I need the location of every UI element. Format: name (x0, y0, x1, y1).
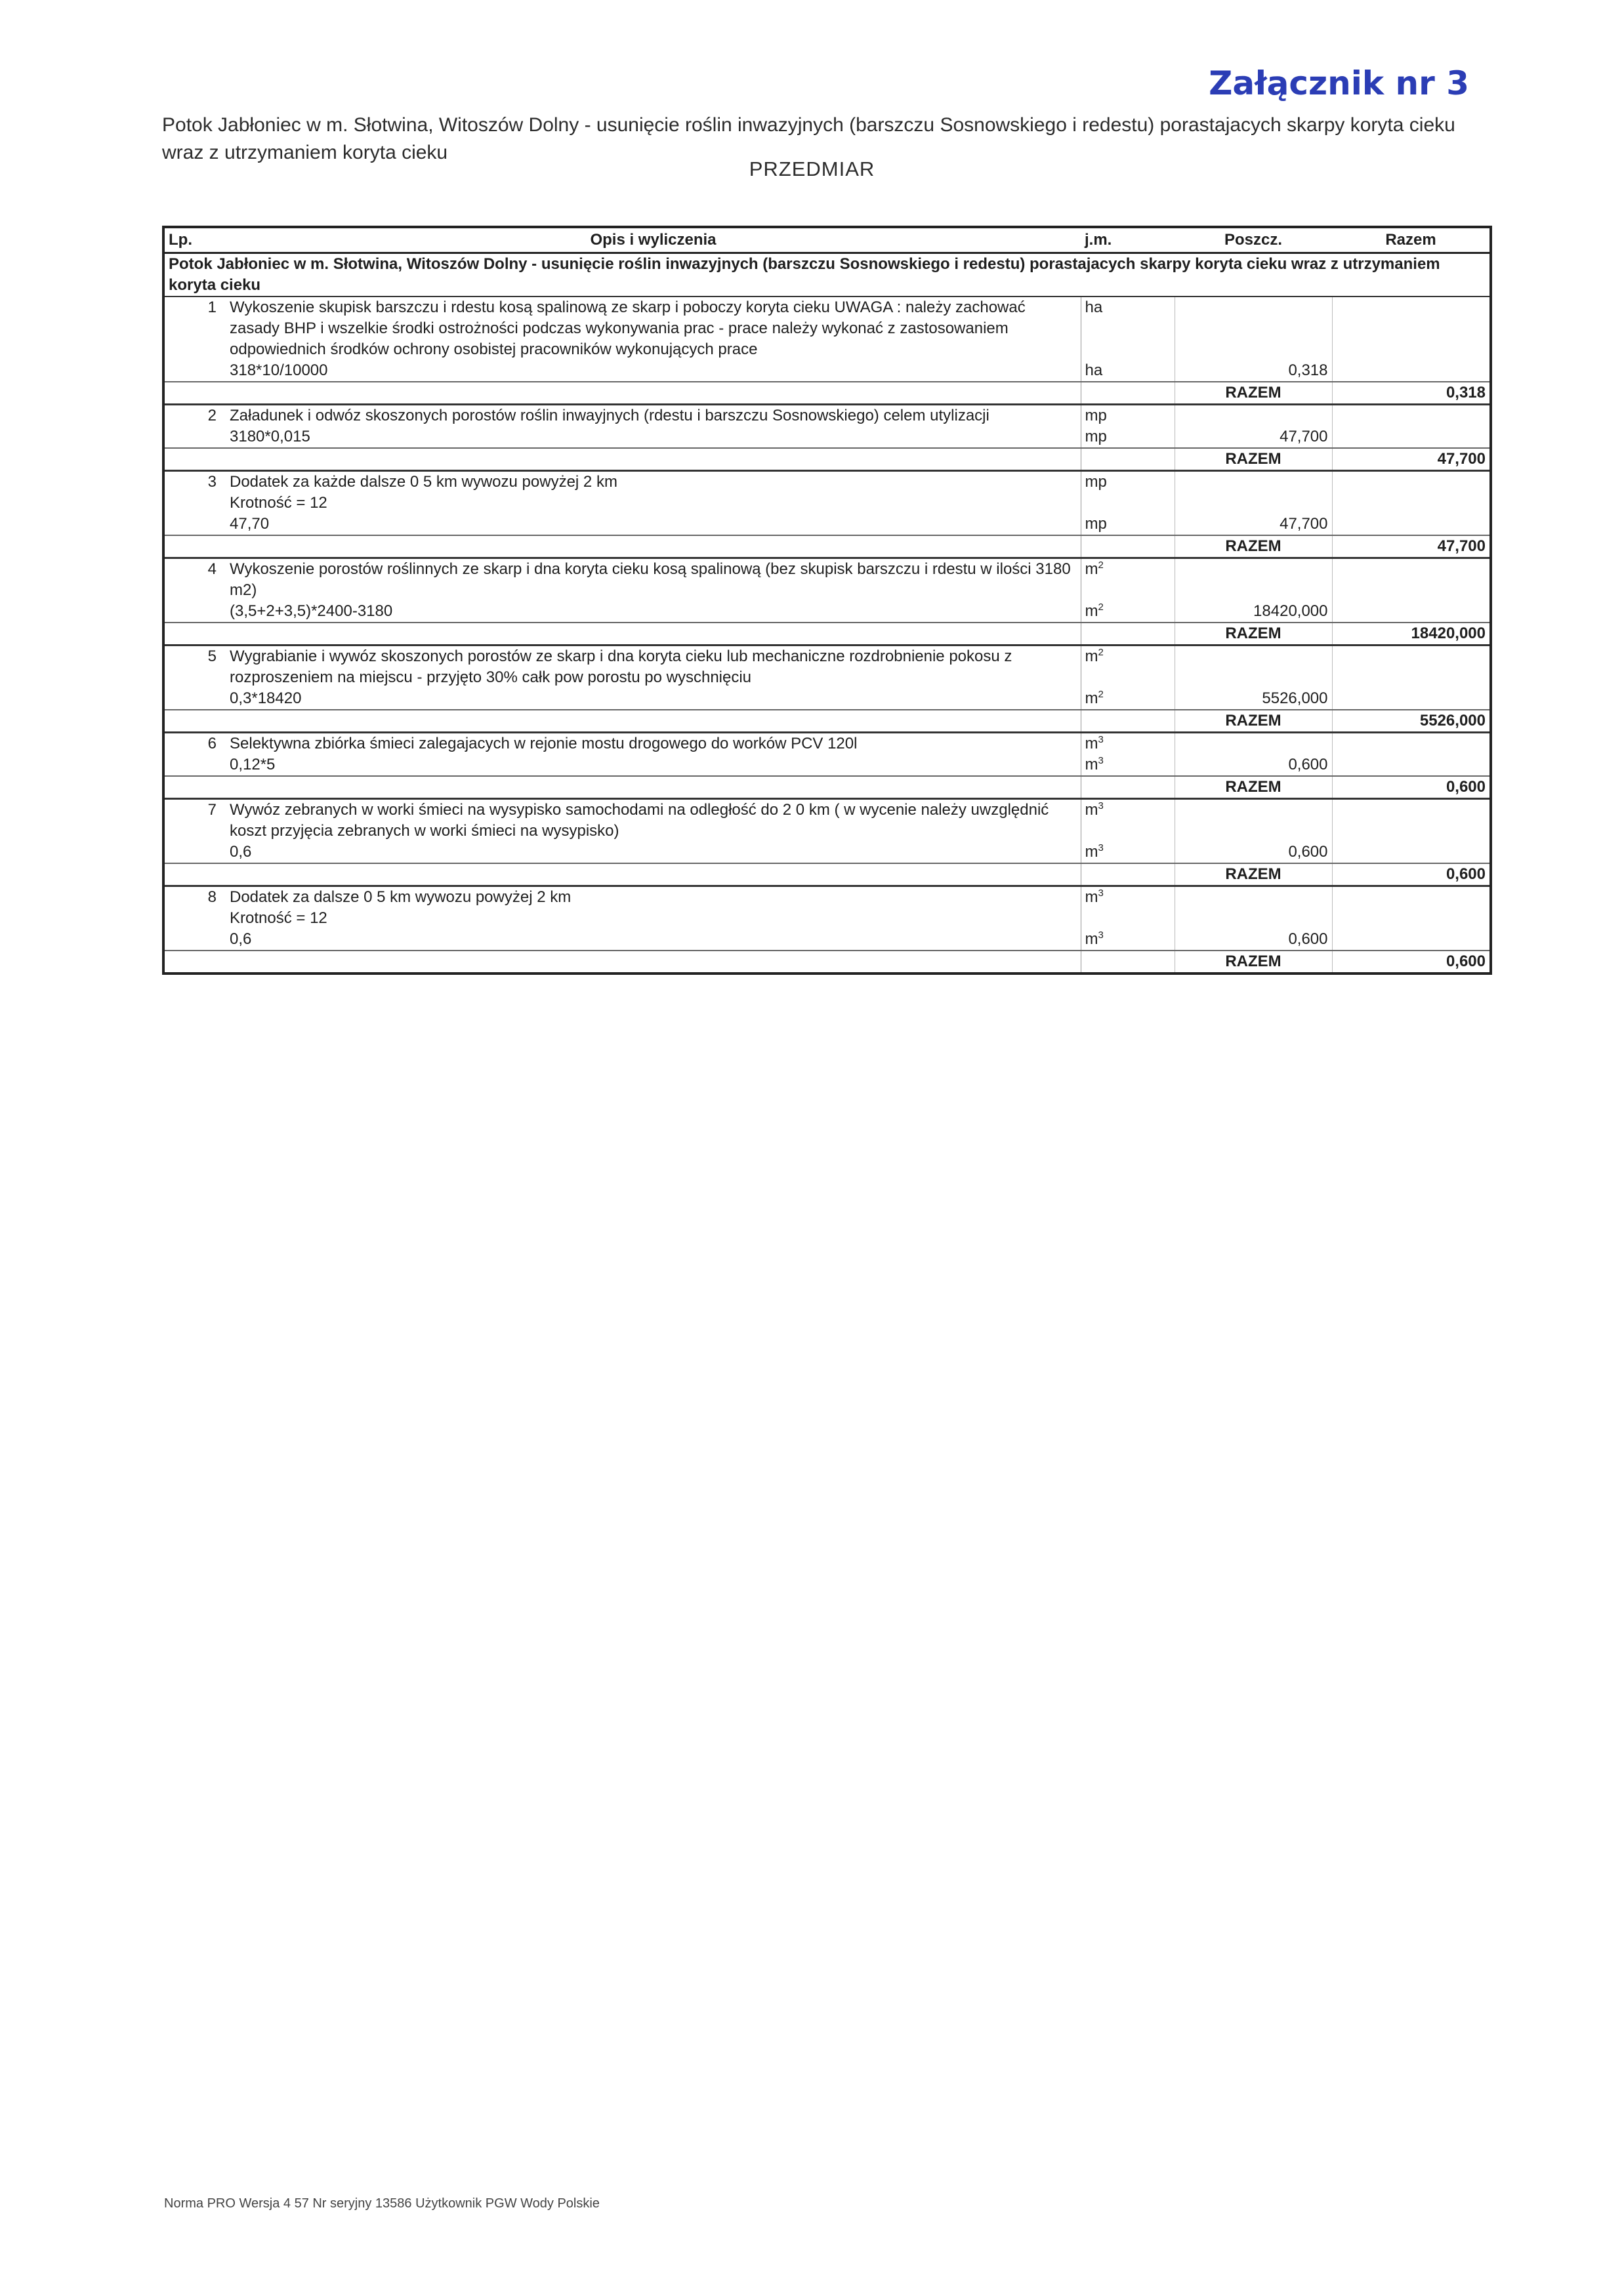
item-unit: $m^3$ (1081, 733, 1175, 755)
item-description: Wygrabianie i wywóz skoszonych porostów ze skarp i dna koryta cieku lub mechaniczne rozdrobnienie pokosu z rozproszeniem na miejscu - przyjęto 30% całk pow porostu po wyschnięciu (230, 647, 1012, 686)
poszcz-value: 0,600 (1175, 754, 1332, 776)
header-desc: Opis i wyliczenia (226, 227, 1081, 253)
calc-row (163, 601, 1491, 623)
header-lp: Lp. (163, 227, 226, 253)
calc-expression: (3,5+2+3,5)*2400-3180 (226, 601, 1081, 623)
poszcz-value: 0,318 (1175, 360, 1332, 382)
razem-row (163, 448, 1491, 471)
document-title: PRZEDMIAR (749, 157, 875, 180)
item-number: 5 (207, 647, 217, 665)
item-unit: mp (1081, 471, 1175, 514)
item-row (163, 297, 1491, 360)
calc-expression: 3180*0,015 (226, 426, 1081, 448)
header-jm: j.m. (1081, 227, 1175, 253)
item-unit: $m^3$ (1081, 799, 1175, 842)
item-description: Dodatek za każde dalsze 0 5 km wywozu powyżej 2 km Krotność = 12 (230, 473, 617, 512)
item-number: 3 (207, 473, 217, 491)
item-description: Selektywna zbiórka śmieci zalegajacych w rejonie mostu drogowego do worków PCV 120l (230, 735, 858, 752)
item-unit: ha (1081, 297, 1175, 360)
item-unit: $m^2$ (1081, 558, 1175, 602)
section-title: Potok Jabłoniec w m. Słotwina, Witoszów Dolny - usunięcie roślin inwazyjnych (barszczu Sosnowskiego i redestu) porastajacych skarpy koryta cieku wraz z utrzymaniem koryta cieku (163, 253, 1491, 297)
item-row (163, 799, 1491, 842)
razem-label: RAZEM (1175, 951, 1332, 974)
header-razem: Razem (1332, 227, 1491, 253)
item-extra: Krotność = 12 (230, 909, 327, 927)
unit-exponent: 3 (1098, 800, 1104, 811)
calc-expression: 0,12*5 (226, 754, 1081, 776)
razem-label: RAZEM (1175, 382, 1332, 405)
calc-unit: $m^2$ (1081, 688, 1175, 710)
calc-expression: 47,70 (226, 514, 1081, 535)
item-row (163, 405, 1491, 427)
calc-row (163, 688, 1491, 710)
item-extra: Krotność = 12 (230, 494, 327, 512)
item-row (163, 471, 1491, 514)
item-row (163, 646, 1491, 689)
item-description: Załadunek i odwóz skoszonych porostów roślin inwayjnych (rdestu i barszczu Sosnowskiego) celem utylizacji (230, 407, 989, 424)
razem-row (163, 951, 1491, 974)
calc-row (163, 360, 1491, 382)
razem-row (163, 623, 1491, 646)
razem-label: RAZEM (1175, 776, 1332, 799)
item-unit: $m^2$ (1081, 646, 1175, 689)
calc-expression: 0,6 (226, 929, 1081, 951)
estimate-table (162, 226, 1492, 975)
unit-exponent: 3 (1098, 755, 1104, 766)
razem-value: 47,700 (1332, 535, 1491, 558)
razem-value: 0,600 (1332, 863, 1491, 886)
calc-expression: 318*10/10000 (226, 360, 1081, 382)
unit-exponent: 2 (1098, 602, 1104, 613)
header-poszcz: Poszcz. (1175, 227, 1332, 253)
calc-unit: ha (1081, 360, 1175, 382)
razem-label: RAZEM (1175, 710, 1332, 733)
item-description: Wywóz zebranych w worki śmieci na wysypisko samochodami na odległość do 2 0 km ( w wycenie należy uwzględnić koszt przyjęcia zebranych w worki śmieci na wysypisko) (230, 801, 1049, 840)
poszcz-value: 5526,000 (1175, 688, 1332, 710)
item-number: 2 (207, 407, 217, 424)
calc-unit: $m^2$ (1081, 601, 1175, 623)
unit-exponent: 2 (1098, 647, 1104, 658)
razem-value: 0,600 (1332, 776, 1491, 799)
razem-label: RAZEM (1175, 623, 1332, 646)
razem-row (163, 535, 1491, 558)
calc-unit: $m^3$ (1081, 754, 1175, 776)
item-unit: mp (1081, 405, 1175, 427)
razem-value: 18420,000 (1332, 623, 1491, 646)
poszcz-value: 47,700 (1175, 514, 1332, 535)
razem-row (163, 863, 1491, 886)
item-number: 8 (207, 888, 217, 906)
calc-row (163, 426, 1491, 448)
item-number: 4 (207, 560, 217, 578)
unit-exponent: 2 (1098, 689, 1104, 700)
razem-label: RAZEM (1175, 448, 1332, 471)
poszcz-value: 0,600 (1175, 842, 1332, 863)
calc-unit: $m^3$ (1081, 842, 1175, 863)
document-subject: Potok Jabłoniec w m. Słotwina, Witoszów Dolny - usunięcie roślin inwazyjnych (barszczu Sosnowskiego i redestu) porastajacych skarpy koryta cieku wraz z utrzymaniem koryta cieku (162, 114, 1455, 163)
calc-unit: mp (1081, 514, 1175, 535)
unit-exponent: 3 (1098, 842, 1104, 853)
calc-row (163, 514, 1491, 535)
razem-row (163, 710, 1491, 733)
calc-row (163, 842, 1491, 863)
item-unit: $m^3$ (1081, 886, 1175, 930)
unit-exponent: 3 (1098, 734, 1104, 745)
calc-row (163, 754, 1491, 776)
item-number: 6 (207, 735, 217, 752)
razem-row (163, 776, 1491, 799)
razem-value: 0,600 (1332, 951, 1491, 974)
calc-row (163, 929, 1491, 951)
unit-exponent: 2 (1098, 560, 1104, 571)
item-row (163, 558, 1491, 602)
razem-value: 47,700 (1332, 448, 1491, 471)
razem-value: 0,318 (1332, 382, 1491, 405)
attachment-label: Załącznik nr 3 (1209, 64, 1469, 102)
calc-unit: $m^3$ (1081, 929, 1175, 951)
item-number: 1 (207, 298, 217, 316)
poszcz-value: 0,600 (1175, 929, 1332, 951)
razem-label: RAZEM (1175, 863, 1332, 886)
item-description: Dodatek za dalsze 0 5 km wywozu powyżej 2 km Krotność = 12 (230, 888, 572, 927)
razem-label: RAZEM (1175, 535, 1332, 558)
calc-expression: 0,3*18420 (226, 688, 1081, 710)
footer-note: Norma PRO Wersja 4 57 Nr seryjny 13586 Użytkownik PGW Wody Polskie (164, 2196, 600, 2211)
unit-exponent: 3 (1098, 930, 1104, 941)
item-description: Wykoszenie skupisk barszczu i rdestu kosą spalinową ze skarp i poboczy koryta cieku UWAGA : należy zachować zasady BHP i wszelkie środki ostrożności podczas wykonywania prac - prace należy wykonać z zastosowaniem odpowiednich środków ochrony osobistej pracowników wykonujących prace (230, 298, 1026, 358)
item-number: 7 (207, 801, 217, 819)
calc-unit: mp (1081, 426, 1175, 448)
table-header-row (163, 227, 1491, 253)
calc-expression: 0,6 (226, 842, 1081, 863)
item-row (163, 886, 1491, 930)
poszcz-value: 47,700 (1175, 426, 1332, 448)
poszcz-value: 18420,000 (1175, 601, 1332, 623)
item-description: Wykoszenie porostów roślinnych ze skarp i dna koryta cieku kosą spalinową (bez skupisk barszczu i rdestu w ilości 3180 m2) (230, 560, 1071, 599)
razem-row (163, 382, 1491, 405)
item-row (163, 733, 1491, 755)
razem-value: 5526,000 (1332, 710, 1491, 733)
unit-exponent: 3 (1098, 888, 1104, 899)
section-title-row (163, 253, 1491, 297)
